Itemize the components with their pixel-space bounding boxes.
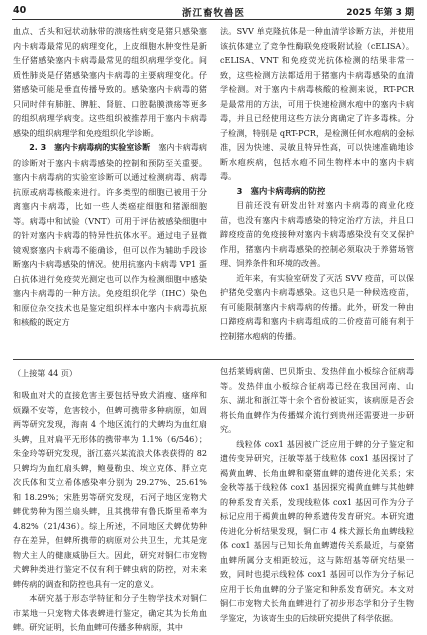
paragraph: 包括莱姆病菌、巴贝斯虫、发热伴血小板综合征病毒等。发热伴血小板综合征病毒已经在我国河南、山东、湖北和浙江等十余个省份被证实，该病原是否会将长角血蜱作为传播媒介流行到贵州还需要进一步研究。 bbox=[220, 366, 414, 434]
paragraph bbox=[13, 140, 207, 330]
article-column-top-right bbox=[220, 24, 414, 354]
paragraph: 和吸血对犬的直接危害主要包括导致犬消瘦、瘙痒和烦躁不安等，危害较小，但蜱可携带多种病原，如周两等研究发现，海南 4 个地区流行的犬蜱均为血红扇头蜱，且对扁平无形体的携带率为 1.1%（6/546）；朱金玲等研究发现，浙江嘉兴某流浪犬体表获得的 82 只蜱均为血红扇头蜱，鲍曼勒虫、埃立克体、胖立克次氏体和艾立希体感染率分别为 29.27%、25.61% 和 18.29%；宋胜男等研究发现，石河子地区宠物犬蜱优势种为图兰扇头蜱，且其携带有鲁氏斯里希率为 4.82%（21/436）。综上所述，不同地区犬蜱优势种存在差异，但蜱所携带的病原对公共卫生，尤其是宠物犬主人的健康威胁巨大。因此，研究对铜仁市宠物犬蜱种类进行鉴定不仅有利于蜱虫病的防控，对未来蜱传病的调查和防控也具有一定的意义。 bbox=[13, 390, 207, 589]
page-header bbox=[0, 0, 427, 22]
continuation-label: （上接第 44 页） bbox=[13, 368, 78, 378]
paragraph-text: 塞内卡病毒病的诊断对于塞内卡病毒感染的控制和预防至关重要。塞内卡病毒病的实验室诊断可以通过检测病毒、病毒抗原或病毒核酸来进行。许多类型的细胞已被用于分离塞内卡病毒，比如一些人类癌症细胞和猪源细胞等。病毒中和试验（VNT）可用于评估被感染细胞中的针对塞内卡病毒的特异性抗体水平。通过电子显微镜观察塞内卡病毒不能确诊，但可以作为辅助手段诊断塞内卡病毒感染的情况。使用抗塞内卡病毒 VP1 蛋白抗体进行免疫荧光测定也可以作为检测细胞中感染塞内卡病毒的一种方法。免疫组织化学（IHC）染色和原位杂交技术也是鉴定组织样本中塞内卡病毒抗原和核酸的既定方 bbox=[13, 142, 207, 327]
section-heading-2-3: 2. 3 塞内卡病毒病的实验室诊断 bbox=[29, 143, 151, 152]
page-number: 40 bbox=[13, 5, 27, 16]
section-heading-3: 3 塞内卡病毒病的防控 bbox=[236, 185, 326, 196]
journal-title: 浙江畜牧兽医 bbox=[181, 8, 245, 19]
issue-label: 2025 年第 3 期 bbox=[346, 8, 414, 18]
paragraph: 近年来，有实验室研发了灭活 SVV 疫苗，可以保护猪免受塞内卡病毒感染。这也只是一种候选疫苗，有可能限制塞内卡病毒病的传播。此外，研发一种由口蹄疫病毒和塞内卡病毒组成的二价疫苗可能有利于控制猪水疱病的传播。 bbox=[220, 272, 414, 341]
article-column-bottom-left bbox=[13, 388, 207, 632]
paragraph: 目前还没有研发出针对塞内卡病毒的商业化疫苗，也没有塞内卡病毒感染的特定治疗方法，并且口蹄疫疫苗的免疫接种对塞内卡病毒感染没有交叉保护作用，猪塞内卡病毒感染的控制必须取决于养猪场管理、饲养条件和环境的改善。 bbox=[220, 200, 414, 268]
paragraph: 血点、舌头和冠状动脉带的溃疡性病变是猪只感染塞内卡病毒最常见的病理变化，上皮细胞水肿变性是新生仔猪感染塞内卡病毒最常见的组织病理学变化。间质性肺炎是仔猪感染塞内卡病毒的主要病理变化。仔猪感染可能是垂直传播导致的。感染塞内卡病毒的猪只同时伴有肺脏、脾脏、肾脏、口腔黏膜溃疡等更多的组织病理学病变。这些组织被推荐用于塞内卡病毒感染的组织病理学和免疫组织化学诊断。 bbox=[13, 26, 207, 138]
article-column-top-left bbox=[13, 24, 207, 354]
header-rule bbox=[12, 19, 415, 20]
article-column-bottom-right bbox=[220, 364, 414, 623]
article-divider bbox=[13, 359, 414, 360]
paragraph: 线粒体 cox1 基因被广泛应用于蜱的分子鉴定和遗传变异研究，汪敏等基于线粒体 cox1 基因探讨了褐黄血蜱、长角血蜱和豪猪血蜱的遗传进化关系；宋金秋等基于线粒体 cox1 基因探究褐黄血蜱与其他蜱的种系发育关系，发现线粒体 cox1 基因可作为分子标记应用于褐黄血蜱的种系遗传发育研究。本研究遗传进化分析结果发现，铜仁市 4 株犬源长角血蜱线粒体 cox1 基因与已知长角血蜱遗传关系最近，与豪猪血蜱所属分支相距较远，这与陈绍基等研究结果一致，同时也提示线粒体 cox1 基因可以作为分子标记应用于长角血蜱的分子鉴定和种系发育研究。本文对铜仁市宠物犬长角血蜱进行了初步形态学和分子生物学鉴定，为该寄生虫的后续研究提供了科学依据。 bbox=[220, 438, 414, 623]
paragraph: 法。SVV 单克隆抗体是一种血清学诊断方法，并使用该抗体建立了竞争性酶联免疫吸附试验（cELISA）。cELISA、VNT 和免疫荧光抗体检测的结果非常一致，这些检测方法都适用于猪塞内卡病毒感染的血清学检测。对于塞内卡病毒核酸的检测来说，RT-PCR 是最常用的方法，可用于快速检测水疱中的塞内卡病毒，并且已经使用这些方法分离确定了许多毒株。分子检测，特别是 qRT-PCR，是检测任何水疱病的金标准，因为快速、灵敏且特异性高，可以快速准确地诊断水疱疾病，包括水疱不同生物样本中的塞内卡病毒。 bbox=[220, 26, 414, 181]
paragraph: 本研究基于形态学特征和分子生物学技术对铜仁市某地一只宠物犬体表蜱进行鉴定，确定其为长角血蜱。研究证明，长角血蜱可传播多种病原，其中 bbox=[13, 593, 207, 632]
